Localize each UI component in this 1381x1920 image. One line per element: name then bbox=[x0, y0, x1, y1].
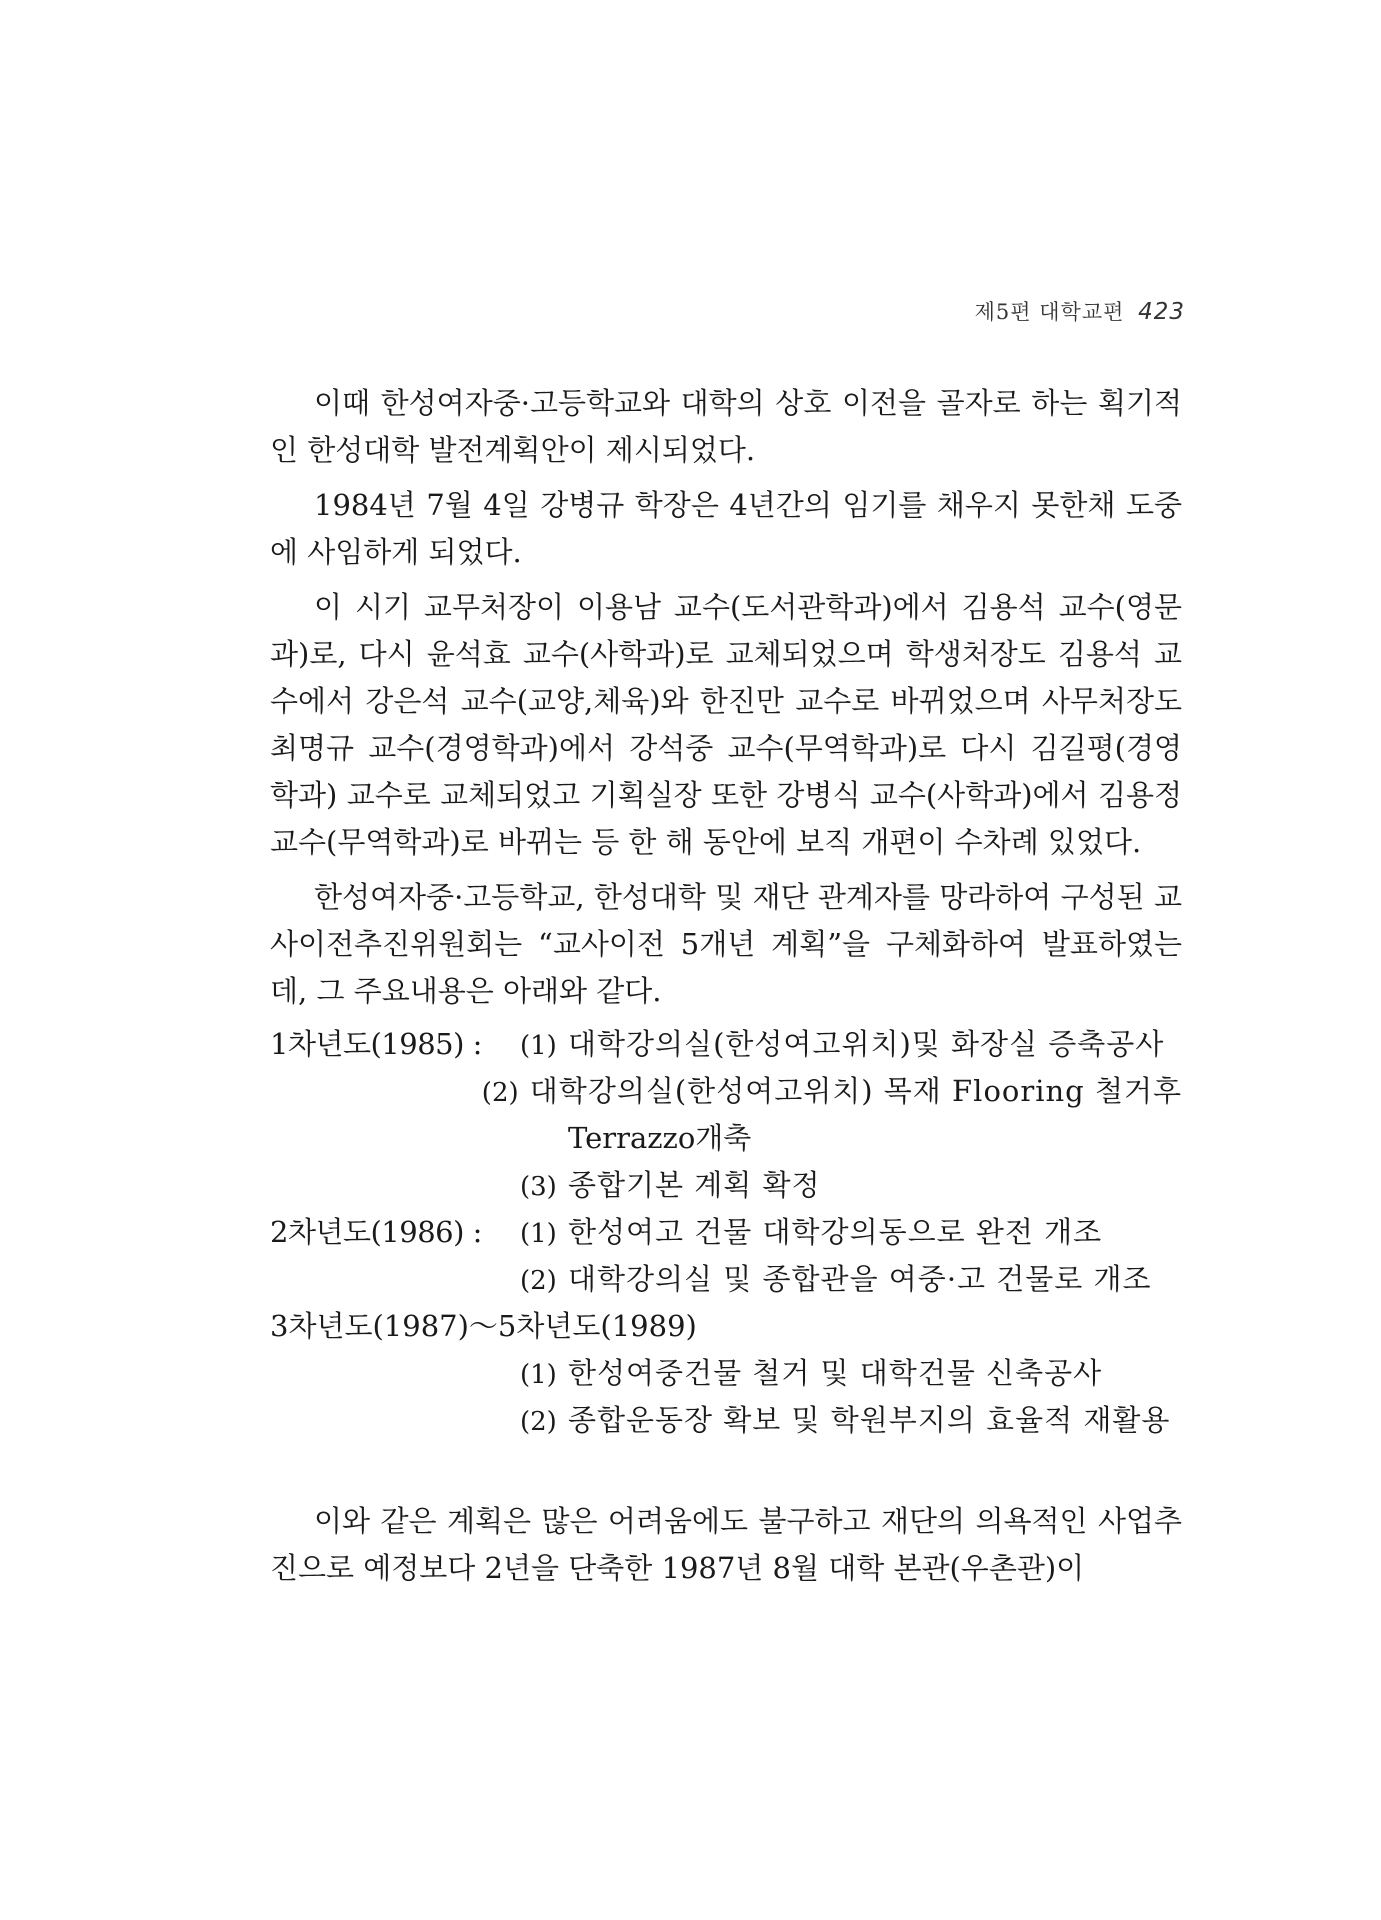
item-number: (1) bbox=[520, 1360, 557, 1390]
plan-row bbox=[270, 1397, 1182, 1444]
item-text: 한성여고 건물 대학강의동으로 완전 개조 bbox=[568, 1215, 1103, 1249]
plan-row bbox=[270, 1068, 1182, 1115]
item-number: (3) bbox=[520, 1172, 557, 1202]
closing-paragraph: 이와 같은 계획은 많은 어려움에도 불구하고 재단의 의욕적인 사업추진으로 예정보다 2년을 단축한 1987년 8월 대학 본관(우촌관)이 bbox=[270, 1504, 1182, 1585]
page-body bbox=[270, 380, 1182, 1592]
paragraph: 1984년 7월 4일 강병규 학장은 4년간의 임기를 채우지 못한채 도중에 사임하게 되었다. bbox=[270, 488, 1182, 569]
paragraph: 이 시기 교무처장이 이용남 교수(도서관학과)에서 김용석 교수(영문과)로, 다시 윤석효 교수(사학과)로 교체되었으며 학생처장도 김용석 교수에서 강은석 교수(교양,체육)와 한진만 교수로 바뀌었으며 사무처장도 최명규 교수(경영학과)에서 강석중 교수(무역학과)로 다시 김길평(경영학과) 교수로 교체되었고 기획실장 또한 강병식 교수(사학과)에서 김용정 교수(무역학과)로 바뀌는 등 한 해 동안에 보직 개편이 수차례 있었다. bbox=[270, 590, 1182, 859]
plan-row bbox=[270, 1162, 1182, 1209]
five-year-plan bbox=[270, 1021, 1182, 1444]
item-text: 대학강의실(한성여고위치)및 화장실 증축공사 bbox=[568, 1027, 1165, 1061]
year-label: 2차년도(1986) : bbox=[270, 1215, 482, 1249]
plan-row bbox=[270, 1209, 1182, 1256]
item-text: 대학강의실 및 종합관을 여중·고 건물로 개조 bbox=[568, 1262, 1152, 1296]
paragraph: 이때 한성여자중·고등학교와 대학의 상호 이전을 골자로 하는 획기적인 한성대학 발전계획안이 제시되었다. bbox=[270, 386, 1182, 467]
plan-row bbox=[270, 1303, 1182, 1350]
running-header bbox=[975, 296, 1185, 326]
item-number: (1) bbox=[520, 1219, 557, 1249]
paragraph: 한성여자중·고등학교, 한성대학 및 재단 관계자를 망라하여 구성된 교사이전추진위원회는 “교사이전 5개년 계획”을 구체화하여 발표하였는데, 그 주요내용은 아래와 같다. bbox=[270, 880, 1182, 1008]
plan-row bbox=[270, 1350, 1182, 1397]
item-text: 종합운동장 확보 및 학원부지의 효율적 재활용 bbox=[568, 1403, 1171, 1437]
plan-row bbox=[270, 1256, 1182, 1303]
item-text: 한성여중건물 철거 및 대학건물 신축공사 bbox=[568, 1356, 1103, 1390]
year-label: 3차년도(1987)～5차년도(1989) bbox=[270, 1309, 697, 1343]
item-number: (1) bbox=[520, 1031, 557, 1061]
item-text: 대학강의실(한성여고위치) 목재 Flooring 철거후 bbox=[529, 1074, 1182, 1108]
year-label: 1차년도(1985) : bbox=[270, 1027, 482, 1061]
item-number: (2) bbox=[520, 1266, 557, 1296]
item-continuation: Terrazzo개축 bbox=[568, 1121, 752, 1155]
section-title: 제5편 대학교편 bbox=[974, 300, 1125, 324]
page-number: 423 bbox=[1138, 299, 1185, 325]
item-number: (2) bbox=[520, 1407, 557, 1437]
plan-row bbox=[270, 1021, 1182, 1068]
item-number: (2) bbox=[481, 1078, 519, 1108]
item-text: 종합기본 계획 확정 bbox=[568, 1168, 821, 1202]
